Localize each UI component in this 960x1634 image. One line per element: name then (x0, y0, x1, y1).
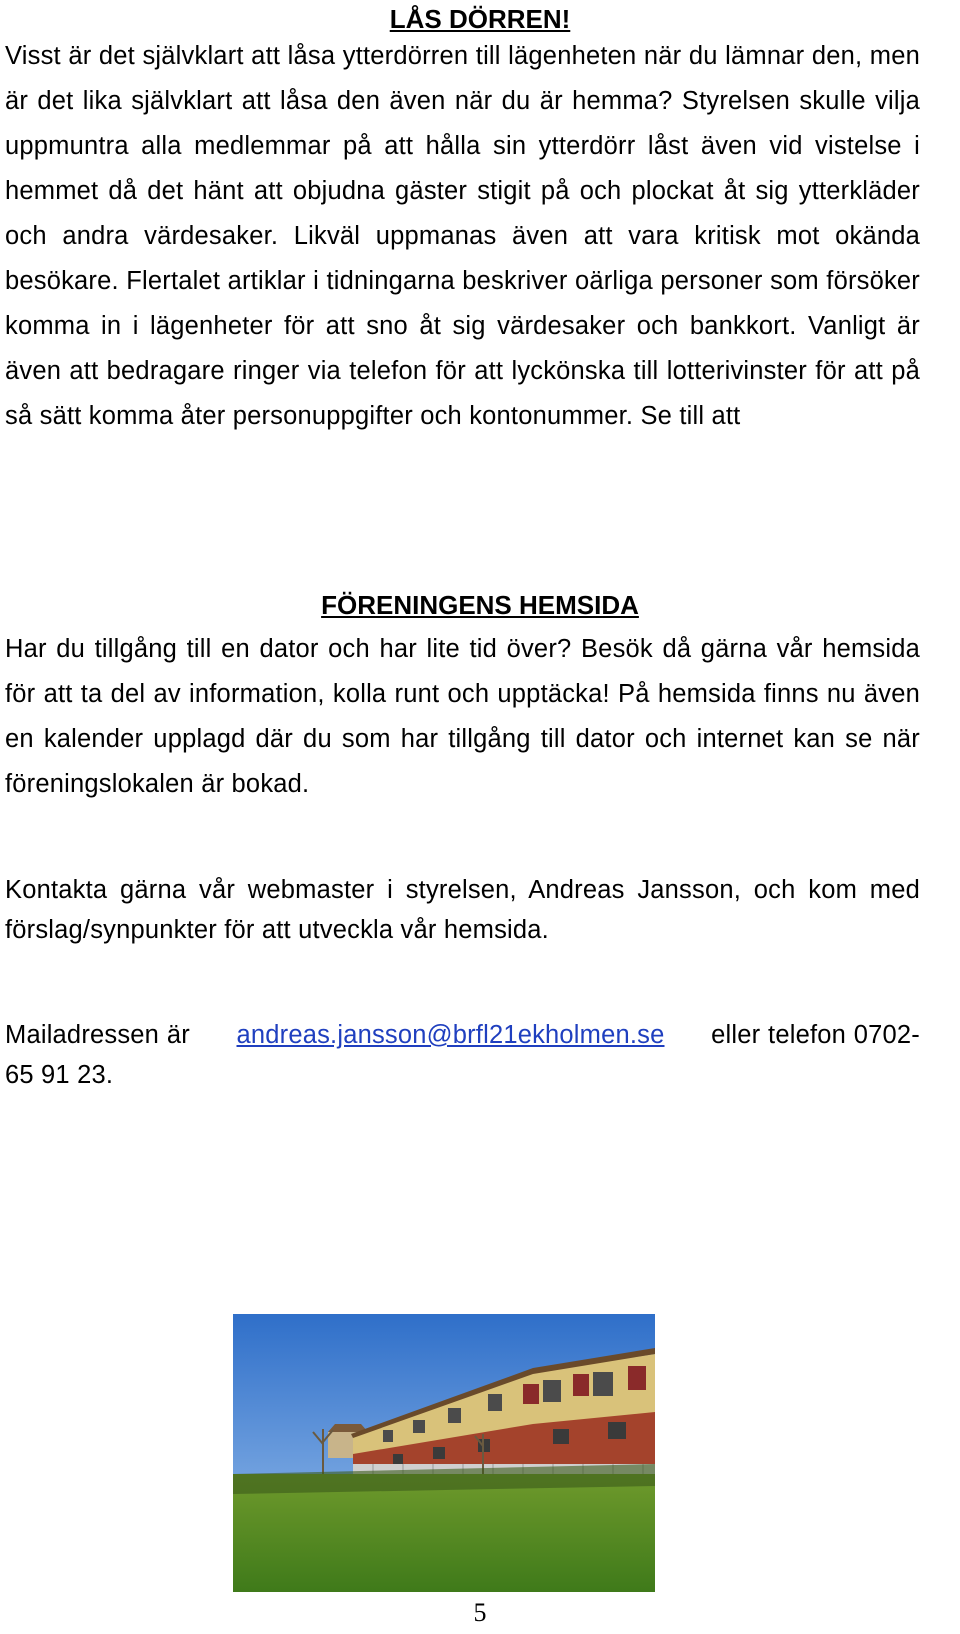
mail-suffix: eller telefon 0702-65 91 23. (5, 1021, 920, 1089)
email-link[interactable]: andreas.jansson@brfl21ekholmen.se (236, 1021, 665, 1049)
paragraph-lock-door: Visst är det självklart att låsa ytterdörren till lägenheten när du lämnar den, men är det lika självklart att låsa den även när du är hemma? Styrelsen skulle vilja uppmuntra alla medlemmar på att hålla sin ytterdörr låst även vid vistelse i hemmet då det hänt att objudna gäster stigit på och plockat åt sig ytterkläder och andra värdesaker. Likväl uppmanas även att vara kritisk mot okända besökare. Flertalet artiklar i tidningarna beskriver oärliga personer som försöker komma in i lägenheter för att sno åt sig värdesaker och bankkort. Vanligt är även att bedragare ringer via telefon för att lyckönska till lotterivinster för att på så sätt komma åter personuppgifter och kontonummer. Se till att (5, 42, 920, 430)
paragraph-website: Har du tillgång till en dator och har lite tid över? Besök då gärna vår hemsida för att ta del av information, kolla runt och upptäcka! På hemsida finns nu även en kalender upplagd där du som har tillgång till dator och internet kan se när föreningslokalen är bokad. (5, 635, 920, 798)
section-title-lock-door: LÅS DÖRREN! (389, 4, 571, 34)
page-number: 5 (473, 1598, 487, 1627)
housing-photo (233, 1314, 655, 1592)
mail-prefix: Mailadressen är (5, 1021, 190, 1049)
section-title-website: FÖRENINGENS HEMSIDA (321, 590, 639, 620)
paragraph-contact: Kontakta gärna vår webmaster i styrelsen, Andreas Jansson, och kom med förslag/synpunkter för att utveckla vår hemsida. (5, 876, 920, 944)
paragraph-mail (5, 1015, 920, 1095)
